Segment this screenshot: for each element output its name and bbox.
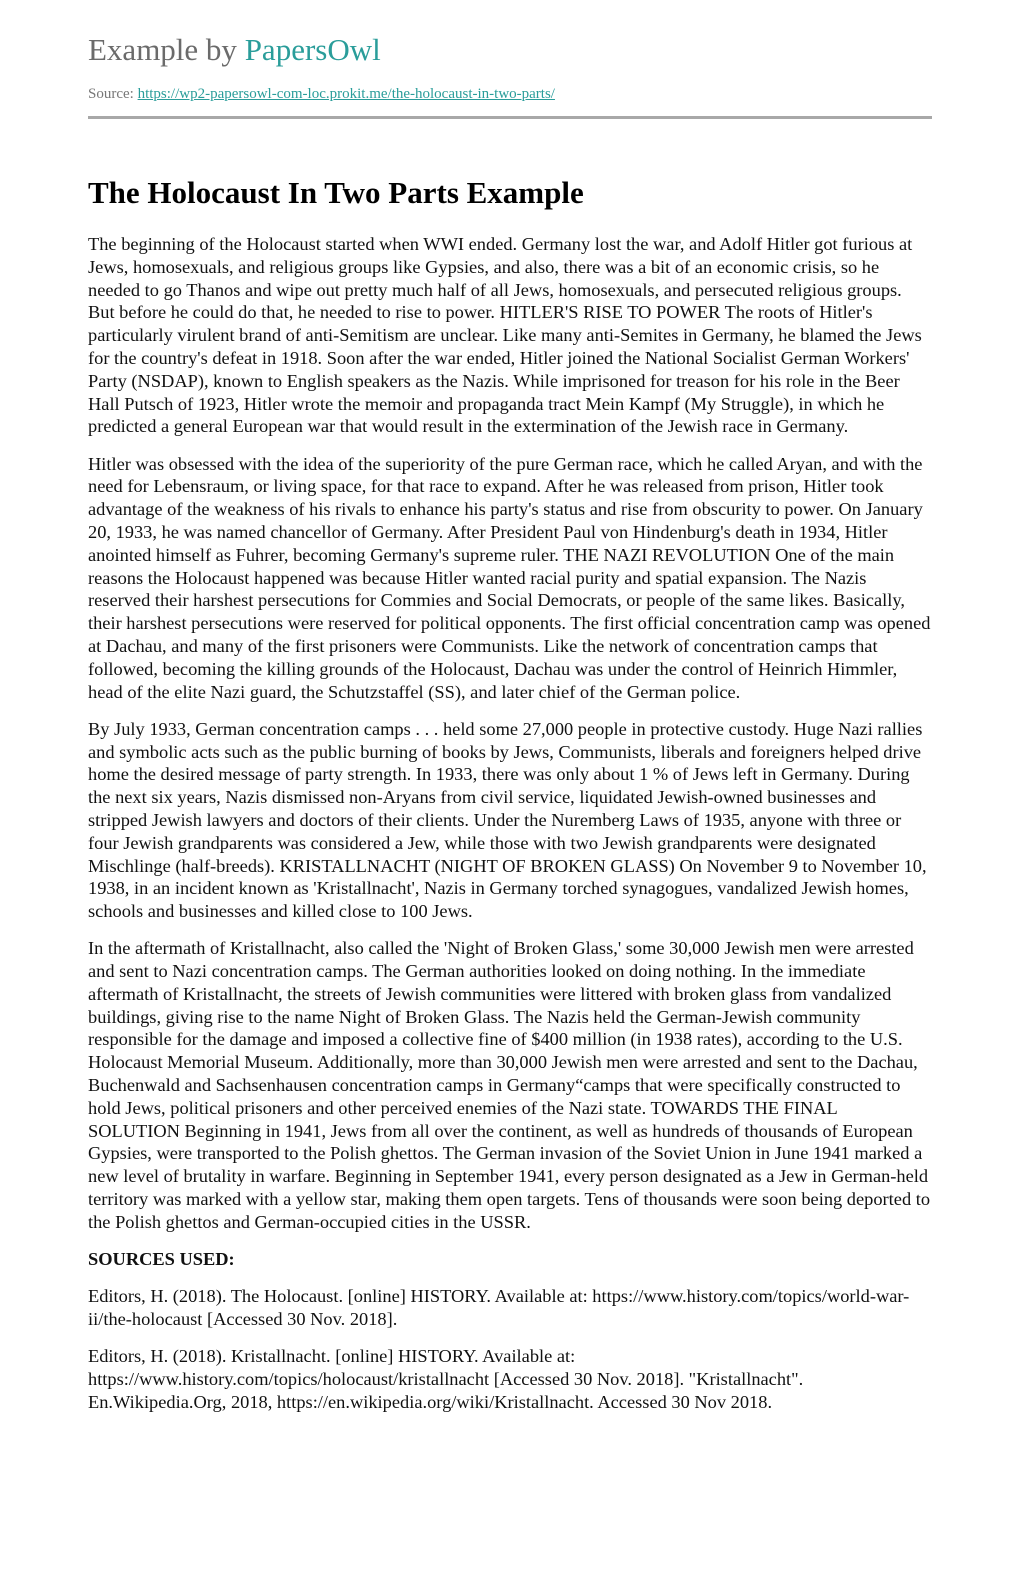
document-page bbox=[88, 0, 932, 1428]
source-line bbox=[88, 84, 932, 104]
source-label: Source: bbox=[88, 86, 134, 102]
document-body bbox=[88, 233, 932, 1414]
header-divider bbox=[88, 116, 932, 119]
brand-name: PapersOwl bbox=[244, 32, 381, 67]
source-link[interactable]: https://wp2-papersowl-com-loc.prokit.me/the-holocaust-in-two-parts/ bbox=[137, 86, 555, 102]
brand-prefix: Example by bbox=[88, 32, 237, 67]
body-paragraph-1: The beginning of the Holocaust started when WWI ended. Germany lost the war, and Adolf Hitler got furious at Jews, homosexuals, and religious groups like Gypsies, and also, there was a bit of an economic crisis, so he needed to go Thanos and wipe out pretty much half of all Jews, homosexuals, and persecuted religious groups. But before he could do that, he needed to rise to power. HITLER'S RISE TO POWER The roots of Hitler's particularly virulent brand of anti-Semitism are unclear. Like many anti-Semites in Germany, he blamed the Jews for the country's defeat in 1918. Soon after the war ended, Hitler joined the National Socialist German Workers' Party (NSDAP), known to English speakers as the Nazis. While imprisoned for treason for his role in the Beer Hall Putsch of 1923, Hitler wrote the memoir and propaganda tract Mein Kampf (My Struggle), in which he predicted a general European war that would result in the extermination of the Jewish race in Germany. bbox=[88, 234, 922, 437]
brand-header bbox=[88, 32, 932, 68]
sources-heading: SOURCES USED: bbox=[88, 1249, 235, 1270]
source-citation-2: Editors, H. (2018). Kristallnacht. [online] HISTORY. Available at: https://www.history.com/topics/holocaust/kristallnacht [Accessed 30 Nov. 2018]. "Kristallnacht". En.Wikipedia.Org, 2018, https://en.wikipedia.org/wiki/Kristallnacht. Accessed 30 Nov 2018. bbox=[88, 1346, 804, 1412]
source-citation-1: Editors, H. (2018). The Holocaust. [online] HISTORY. Available at: https://www.history.com/topics/world-war-ii/the-holocaust [Accessed 30 Nov. 2018]. bbox=[88, 1286, 910, 1330]
body-paragraph-2: Hitler was obsessed with the idea of the superiority of the pure German race, which he called Aryan, and with the need for Lebensraum, or living space, for that race to expand. After he was released from prison, Hitler took advantage of the weakness of his rivals to enhance his party's status and rise from obscurity to power. On January 20, 1933, he was named chancellor of Germany. After President Paul von Hindenburg's death in 1934, Hitler anointed himself as Fuhrer, becoming Germany's supreme ruler. THE NAZI REVOLUTION One of the main reasons the Holocaust happened was because Hitler wanted racial purity and spatial expansion. The Nazis reserved their harshest persecutions for Commies and Social Democrats, or people of the same likes. Basically, their harshest persecutions were reserved for political opponents. The first official concentration camp was opened at Dachau, and many of the first prisoners were Communists. Like the network of concentration camps that followed, becoming the killing grounds of the Holocaust, Dachau was under the control of Heinrich Himmler, head of the elite Nazi guard, the Schutzstaffel (SS), and later chief of the German police. bbox=[88, 453, 931, 702]
body-paragraph-4: In the aftermath of Kristallnacht, also called the 'Night of Broken Glass,' some 30,000 Jewish men were arrested and sent to Nazi concentration camps. The German authorities looked on doing nothing. In the immediate aftermath of Kristallnacht, the streets of Jewish communities were littered with broken glass from vandalized buildings, giving rise to the name Night of Broken Glass. The Nazis held the German-Jewish community responsible for the damage and imposed a collective fine of $400 million (in 1938 rates), according to the U.S. Holocaust Memorial Museum. Additionally, more than 30,000 Jewish men were arrested and sent to the Dachau, Buchenwald and Sachsenhausen concentration camps in Germany“camps that were specifically constructed to hold Jews, political prisoners and other perceived enemies of the Nazi state. TOWARDS THE FINAL SOLUTION Beginning in 1941, Jews from all over the continent, as well as hundreds of thousands of European Gypsies, were transported to the Polish ghettos. The German invasion of the Soviet Union in June 1941 marked a new level of brutality in warfare. Beginning in September 1941, every person designated as a Jew in German-held territory was marked with a yellow star, making them open targets. Tens of thousands were soon being deported to the Polish ghettos and German-occupied cities in the USSR. bbox=[88, 938, 931, 1232]
body-paragraph-3: By July 1933, German concentration camps . . . held some 27,000 people in protective custody. Huge Nazi rallies and symbolic acts such as the public burning of books by Jews, Communists, liberals and foreigners helped drive home the desired message of party strength. In 1933, there was only about 1 % of Jews left in Germany. During the next six years, Nazis dismissed non-Aryans from civil service, liquidated Jewish-owned businesses and stripped Jewish lawyers and doctors of their clients. Under the Nuremberg Laws of 1935, anyone with three or four Jewish grandparents was considered a Jew, while those with two Jewish grandparents were designated Mischlinge (half-breeds). KRISTALLNACHT (NIGHT OF BROKEN GLASS) On November 9 to November 10, 1938, in an incident known as 'Kristallnacht', Nazis in Germany torched synagogues, vandalized Jewish homes, schools and businesses and killed close to 100 Jews. bbox=[88, 718, 927, 922]
document-title: The Holocaust In Two Parts Example bbox=[88, 175, 584, 210]
